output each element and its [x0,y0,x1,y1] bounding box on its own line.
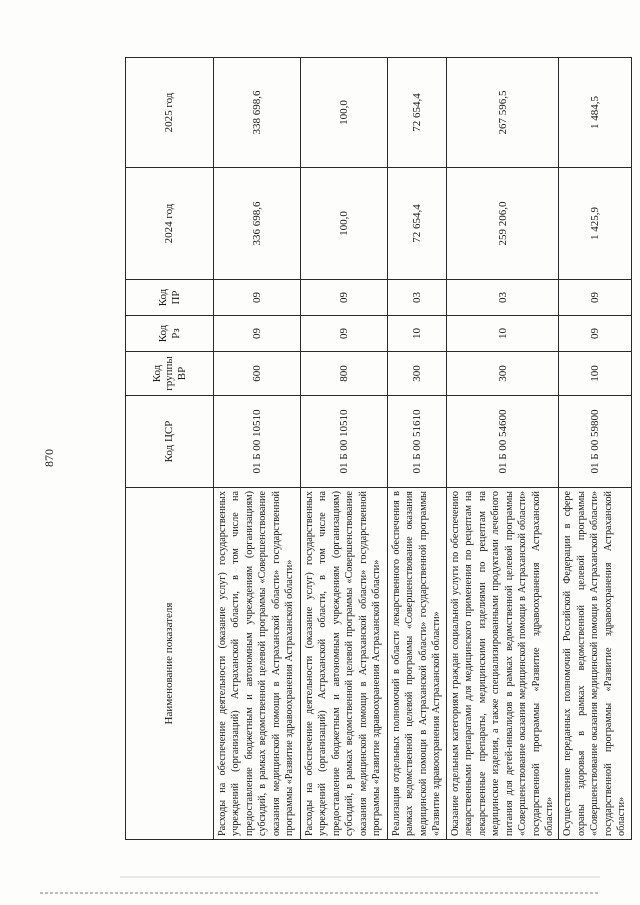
row-name: Осуществление переданных полномочий Российской Федерации в сфере охраны здоровья в рамках ведомственной целевой программы «Совершенствование оказания медицинской помощи в Астраханской области» государственной программы «Развитие здравоохранения Астраханской области» [559,488,631,840]
row-rz: 09 [214,316,301,352]
row-pr: 03 [388,280,447,316]
header-pr: Код ПР [126,280,214,316]
row-2025: 267 596,5 [446,58,559,168]
header-rz: Код Рз [126,316,214,352]
row-pr: 09 [214,280,301,316]
header-name: Наименование показателя [126,488,214,840]
row-name: Оказание отдельным категориям граждан социальной услуги по обеспечению лекарственными препаратами для медицинского применения по рецептам на лекарственные препараты, медицинскими изделиями по рецептам на медицинские изделия, а также специализированными продуктами лечебного питания для детей-инвалидов в рамках ведомственной целевой программы «Совершенствование оказания медицинской помощи в Астраханской области» государственной программы «Развитие здравоохранения Астраханской области» [446,488,559,840]
row-2025: 72 654,4 [388,58,447,168]
row-2024: 336 698,6 [214,168,301,280]
row-rz: 10 [446,316,559,352]
row-2025: 100,0 [301,58,388,168]
row-name: Реализация отдельных полномочий в области лекарственного обеспечения в рамках ведомственной целевой программы «Совершенствование оказания медицинской помощи в Астраханской области» государственной программы «Развитие здравоохранения Астраханской области» [388,488,447,840]
row-2025: 338 698,6 [214,58,301,168]
row-rz: 10 [388,316,447,352]
header-2025: 2025 год [126,58,214,168]
row-pr: 03 [446,280,559,316]
row-2024: 1 425,9 [559,168,631,280]
row-csr: 01 Б 00 10510 [214,396,301,488]
row-vr: 100 [559,352,631,396]
row-2024: 100,0 [301,168,388,280]
row-pr: 09 [301,280,388,316]
table-row [559,58,631,840]
row-pr: 09 [559,280,631,316]
header-csr: Код ЦСР [126,396,214,488]
budget-table [125,57,632,840]
row-2025: 1 484,5 [559,58,631,168]
row-2024: 72 654,4 [388,168,447,280]
row-vr: 300 [388,352,447,396]
row-csr: 01 Б 00 59800 [559,396,631,488]
row-csr: 01 Б 00 10510 [301,396,388,488]
table-row [301,58,388,840]
table-row [214,58,301,840]
row-vr: 300 [446,352,559,396]
row-rz: 09 [301,316,388,352]
row-csr: 01 Б 00 51610 [388,396,447,488]
header-2024: 2024 год [126,168,214,280]
table-row [446,58,559,840]
row-name: Расходы на обеспечение деятельности (оказание услуг) государственных учреждений (организаций) Астраханской области, в том числе на предоставление бюджетным и автономным учреждениям (организациям) субсидий, в рамках ведомственной целевой программы «Совершенствование оказания медицинской помощи в Астраханской области» государственной программы «Развитие здравоохранения Астраханской области» [301,488,388,840]
header-vr: Код группы ВР [126,352,214,396]
row-name: Расходы на обеспечение деятельности (оказание услуг) государственных учреждений (организаций) Астраханской области, в том числе на предоставление бюджетным и автономным учреждениям (организациям) субсидий, в рамках ведомственной целевой программы «Совершенствование оказания медицинской помощи в Астраханской области» государственной программы «Развитие здравоохранения Астраханской области» [214,488,301,840]
row-rz: 09 [559,316,631,352]
row-vr: 600 [214,352,301,396]
row-csr: 01 Б 00 54600 [446,396,559,488]
row-2024: 259 206,0 [446,168,559,280]
table-header-row [126,58,214,840]
page-number: 870 [42,449,56,467]
table-row [388,58,447,840]
row-vr: 800 [301,352,388,396]
